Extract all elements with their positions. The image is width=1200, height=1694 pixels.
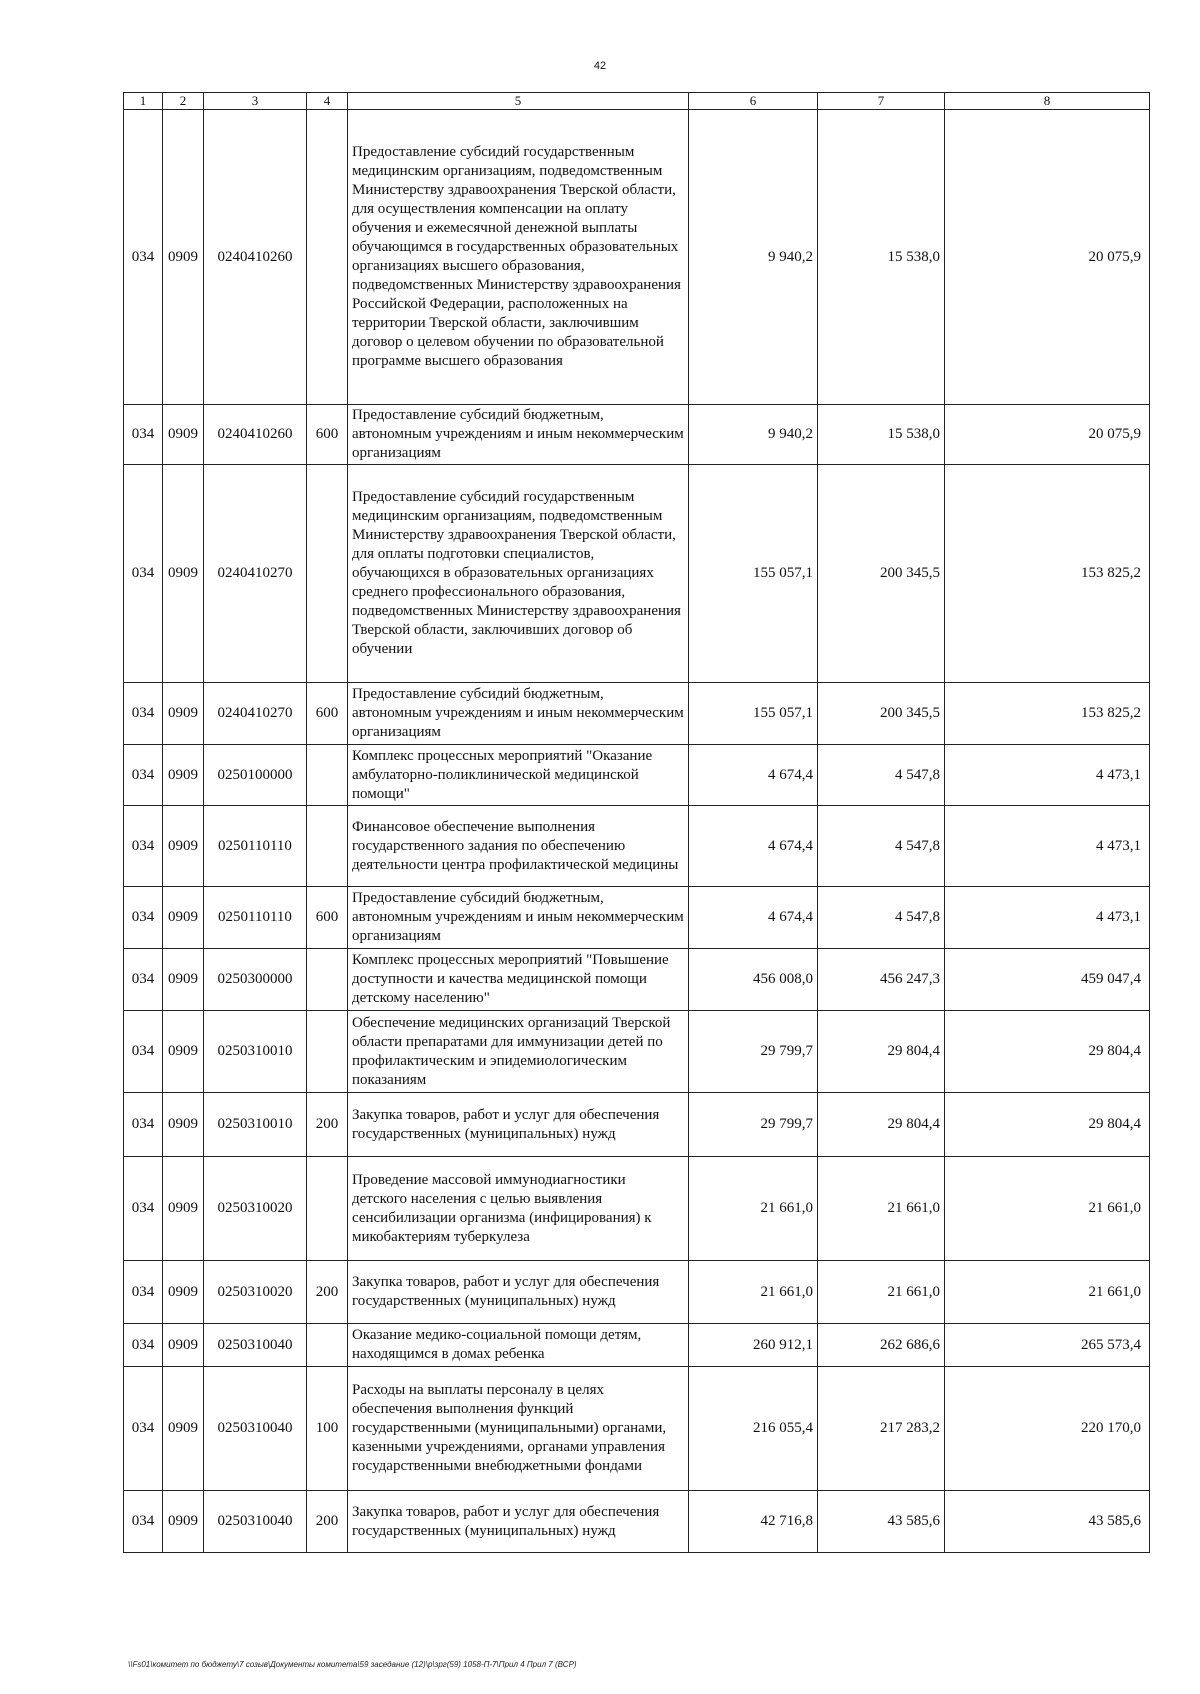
cell-ministry-code: 034 [124,1157,163,1261]
budget-table [123,92,1150,1553]
table-row [124,1491,1150,1553]
cell-value-year1: 29 799,7 [689,1011,818,1093]
cell-value-year2: 4 547,8 [818,887,945,949]
cell-value-year2: 4 547,8 [818,745,945,806]
cell-expense-type: 600 [307,887,348,949]
cell-expense-type: 600 [307,405,348,465]
cell-target-code: 0250310010 [204,1011,307,1093]
cell-value-year2: 29 804,4 [818,1011,945,1093]
cell-section-code: 0909 [163,1324,204,1367]
header-col-7: 7 [818,93,945,110]
page-number: 42 [593,60,607,72]
cell-description: Предоставление субсидий государственным медицинским организациям, подведомственным Министерству здравоохранения Тверской области, для осуществления компенсации на оплату обучения и ежемесячной денежной выплаты обучающимся в государственных образовательных организациях высшего образования, подведомственных Министерству здравоохранения Российской Федерации, расположенных на территории Тверской области, заключившим договор о целевом обучении по образовательной программе высшего образования [348,110,689,405]
cell-description: Предоставление субсидий бюджетным, автономным учреждениям и иным некоммерческим организациям [348,405,689,465]
cell-description: Предоставление субсидий бюджетным, автономным учреждениям и иным некоммерческим организациям [348,683,689,745]
cell-value-year1: 9 940,2 [689,110,818,405]
cell-target-code: 0250100000 [204,745,307,806]
table-row [124,745,1150,806]
cell-ministry-code: 034 [124,1324,163,1367]
cell-value-year1: 29 799,7 [689,1093,818,1157]
cell-value-year1: 260 912,1 [689,1324,818,1367]
cell-description: Комплекс процессных мероприятий "Повышение доступности и качества медицинской помощи детскому населению" [348,949,689,1011]
cell-ministry-code: 034 [124,745,163,806]
table-row [124,806,1150,887]
cell-ministry-code: 034 [124,1093,163,1157]
header-col-4: 4 [307,93,348,110]
cell-expense-type [307,465,348,683]
table-row [124,110,1150,405]
header-col-2: 2 [163,93,204,110]
cell-value-year2: 217 283,2 [818,1367,945,1491]
cell-value-year2: 21 661,0 [818,1261,945,1324]
header-col-1: 1 [124,93,163,110]
cell-ministry-code: 034 [124,806,163,887]
cell-description: Оказание медико-социальной помощи детям, находящимся в домах ребенка [348,1324,689,1367]
table-row [124,405,1150,465]
header-col-8: 8 [945,93,1150,110]
cell-expense-type: 200 [307,1261,348,1324]
cell-target-code: 0250310010 [204,1093,307,1157]
cell-target-code: 0250110110 [204,887,307,949]
table-row [124,1011,1150,1093]
cell-description: Предоставление субсидий бюджетным, автономным учреждениям и иным некоммерческим организациям [348,887,689,949]
cell-description: Закупка товаров, работ и услуг для обеспечения государственных (муниципальных) нужд [348,1093,689,1157]
cell-value-year2: 29 804,4 [818,1093,945,1157]
cell-target-code: 0250310040 [204,1324,307,1367]
cell-description: Проведение массовой иммунодиагностики детского населения с целью выявления сенсибилизации организма (инфицирования) к микобактериям туберкулеза [348,1157,689,1261]
cell-section-code: 0909 [163,1261,204,1324]
cell-value-year3: 153 825,2 [945,465,1150,683]
cell-value-year3: 4 473,1 [945,745,1150,806]
cell-ministry-code: 034 [124,405,163,465]
cell-description: Закупка товаров, работ и услуг для обеспечения государственных (муниципальных) нужд [348,1261,689,1324]
cell-expense-type [307,745,348,806]
cell-value-year1: 4 674,4 [689,745,818,806]
cell-value-year3: 4 473,1 [945,887,1150,949]
cell-section-code: 0909 [163,1367,204,1491]
cell-ministry-code: 034 [124,887,163,949]
cell-value-year2: 15 538,0 [818,405,945,465]
footer-file-path: \\Fs01\комитет по бюджету\7 созыв\Документы комитета\59 заседание (12)\р\зрг(59) 1058-П-7\Прил 4 Прил 7 (ВСР) [128,1660,577,1669]
cell-section-code: 0909 [163,465,204,683]
cell-description: Закупка товаров, работ и услуг для обеспечения государственных (муниципальных) нужд [348,1491,689,1553]
header-col-5: 5 [348,93,689,110]
table-row [124,1157,1150,1261]
cell-description: Финансовое обеспечение выполнения государственного задания по обеспечению деятельности центра профилактической медицины [348,806,689,887]
cell-section-code: 0909 [163,745,204,806]
cell-expense-type [307,806,348,887]
cell-ministry-code: 034 [124,683,163,745]
cell-value-year3: 265 573,4 [945,1324,1150,1367]
cell-value-year1: 21 661,0 [689,1157,818,1261]
cell-value-year2: 4 547,8 [818,806,945,887]
cell-value-year3: 20 075,9 [945,405,1150,465]
cell-section-code: 0909 [163,806,204,887]
cell-target-code: 0250310040 [204,1367,307,1491]
cell-target-code: 0250110110 [204,806,307,887]
cell-expense-type [307,1011,348,1093]
cell-ministry-code: 034 [124,1367,163,1491]
header-col-6: 6 [689,93,818,110]
cell-section-code: 0909 [163,110,204,405]
cell-value-year2: 456 247,3 [818,949,945,1011]
cell-section-code: 0909 [163,405,204,465]
table-row [124,949,1150,1011]
cell-value-year1: 155 057,1 [689,683,818,745]
cell-expense-type: 200 [307,1093,348,1157]
cell-expense-type: 100 [307,1367,348,1491]
cell-value-year3: 459 047,4 [945,949,1150,1011]
cell-value-year2: 43 585,6 [818,1491,945,1553]
cell-description: Расходы на выплаты персоналу в целях обеспечения выполнения функций государственными (муниципальными) органами, казенными учреждениями, органами управления государственными внебюджетными фондами [348,1367,689,1491]
cell-ministry-code: 034 [124,1491,163,1553]
cell-section-code: 0909 [163,1491,204,1553]
cell-expense-type [307,110,348,405]
cell-value-year3: 43 585,6 [945,1491,1150,1553]
table-row [124,887,1150,949]
cell-description: Предоставление субсидий государственным медицинским организациям, подведомственным Министерству здравоохранения Тверской области, для оплаты подготовки специалистов, обучающихся в образовательных организациях среднего профессионального образования, подведомственных Министерству здравоохранения Тверской области, заключивших договор об обучении [348,465,689,683]
cell-section-code: 0909 [163,1157,204,1261]
cell-ministry-code: 034 [124,465,163,683]
cell-expense-type: 600 [307,683,348,745]
cell-ministry-code: 034 [124,110,163,405]
cell-expense-type [307,1324,348,1367]
cell-section-code: 0909 [163,683,204,745]
cell-value-year3: 153 825,2 [945,683,1150,745]
cell-value-year2: 200 345,5 [818,465,945,683]
cell-expense-type [307,1157,348,1261]
cell-value-year1: 9 940,2 [689,405,818,465]
table-row [124,1324,1150,1367]
cell-expense-type [307,949,348,1011]
cell-value-year1: 42 716,8 [689,1491,818,1553]
cell-value-year1: 4 674,4 [689,887,818,949]
cell-target-code: 0250310020 [204,1157,307,1261]
cell-target-code: 0250310040 [204,1491,307,1553]
cell-value-year3: 4 473,1 [945,806,1150,887]
cell-value-year2: 15 538,0 [818,110,945,405]
cell-value-year1: 4 674,4 [689,806,818,887]
cell-value-year1: 456 008,0 [689,949,818,1011]
cell-target-code: 0240410270 [204,465,307,683]
table-row [124,1261,1150,1324]
cell-target-code: 0250310020 [204,1261,307,1324]
table-row [124,683,1150,745]
cell-target-code: 0240410260 [204,405,307,465]
cell-section-code: 0909 [163,887,204,949]
cell-value-year3: 29 804,4 [945,1011,1150,1093]
cell-description: Комплекс процессных мероприятий "Оказание амбулаторно-поликлинической медицинской помощи" [348,745,689,806]
header-row [124,93,1150,110]
cell-value-year3: 21 661,0 [945,1157,1150,1261]
cell-value-year2: 262 686,6 [818,1324,945,1367]
table-row [124,1093,1150,1157]
cell-expense-type: 200 [307,1491,348,1553]
cell-value-year3: 29 804,4 [945,1093,1150,1157]
cell-value-year2: 21 661,0 [818,1157,945,1261]
cell-value-year3: 220 170,0 [945,1367,1150,1491]
cell-ministry-code: 034 [124,949,163,1011]
cell-value-year2: 200 345,5 [818,683,945,745]
cell-section-code: 0909 [163,949,204,1011]
table-row [124,1367,1150,1491]
cell-target-code: 0240410270 [204,683,307,745]
cell-target-code: 0240410260 [204,110,307,405]
cell-ministry-code: 034 [124,1261,163,1324]
table-row [124,465,1150,683]
cell-description: Обеспечение медицинских организаций Тверской области препаратами для иммунизации детей по профилактическим и эпидемиологическим показаниям [348,1011,689,1093]
header-col-3: 3 [204,93,307,110]
cell-section-code: 0909 [163,1011,204,1093]
cell-ministry-code: 034 [124,1011,163,1093]
cell-target-code: 0250300000 [204,949,307,1011]
cell-value-year1: 155 057,1 [689,465,818,683]
cell-value-year3: 21 661,0 [945,1261,1150,1324]
cell-value-year3: 20 075,9 [945,110,1150,405]
cell-section-code: 0909 [163,1093,204,1157]
cell-value-year1: 21 661,0 [689,1261,818,1324]
cell-value-year1: 216 055,4 [689,1367,818,1491]
